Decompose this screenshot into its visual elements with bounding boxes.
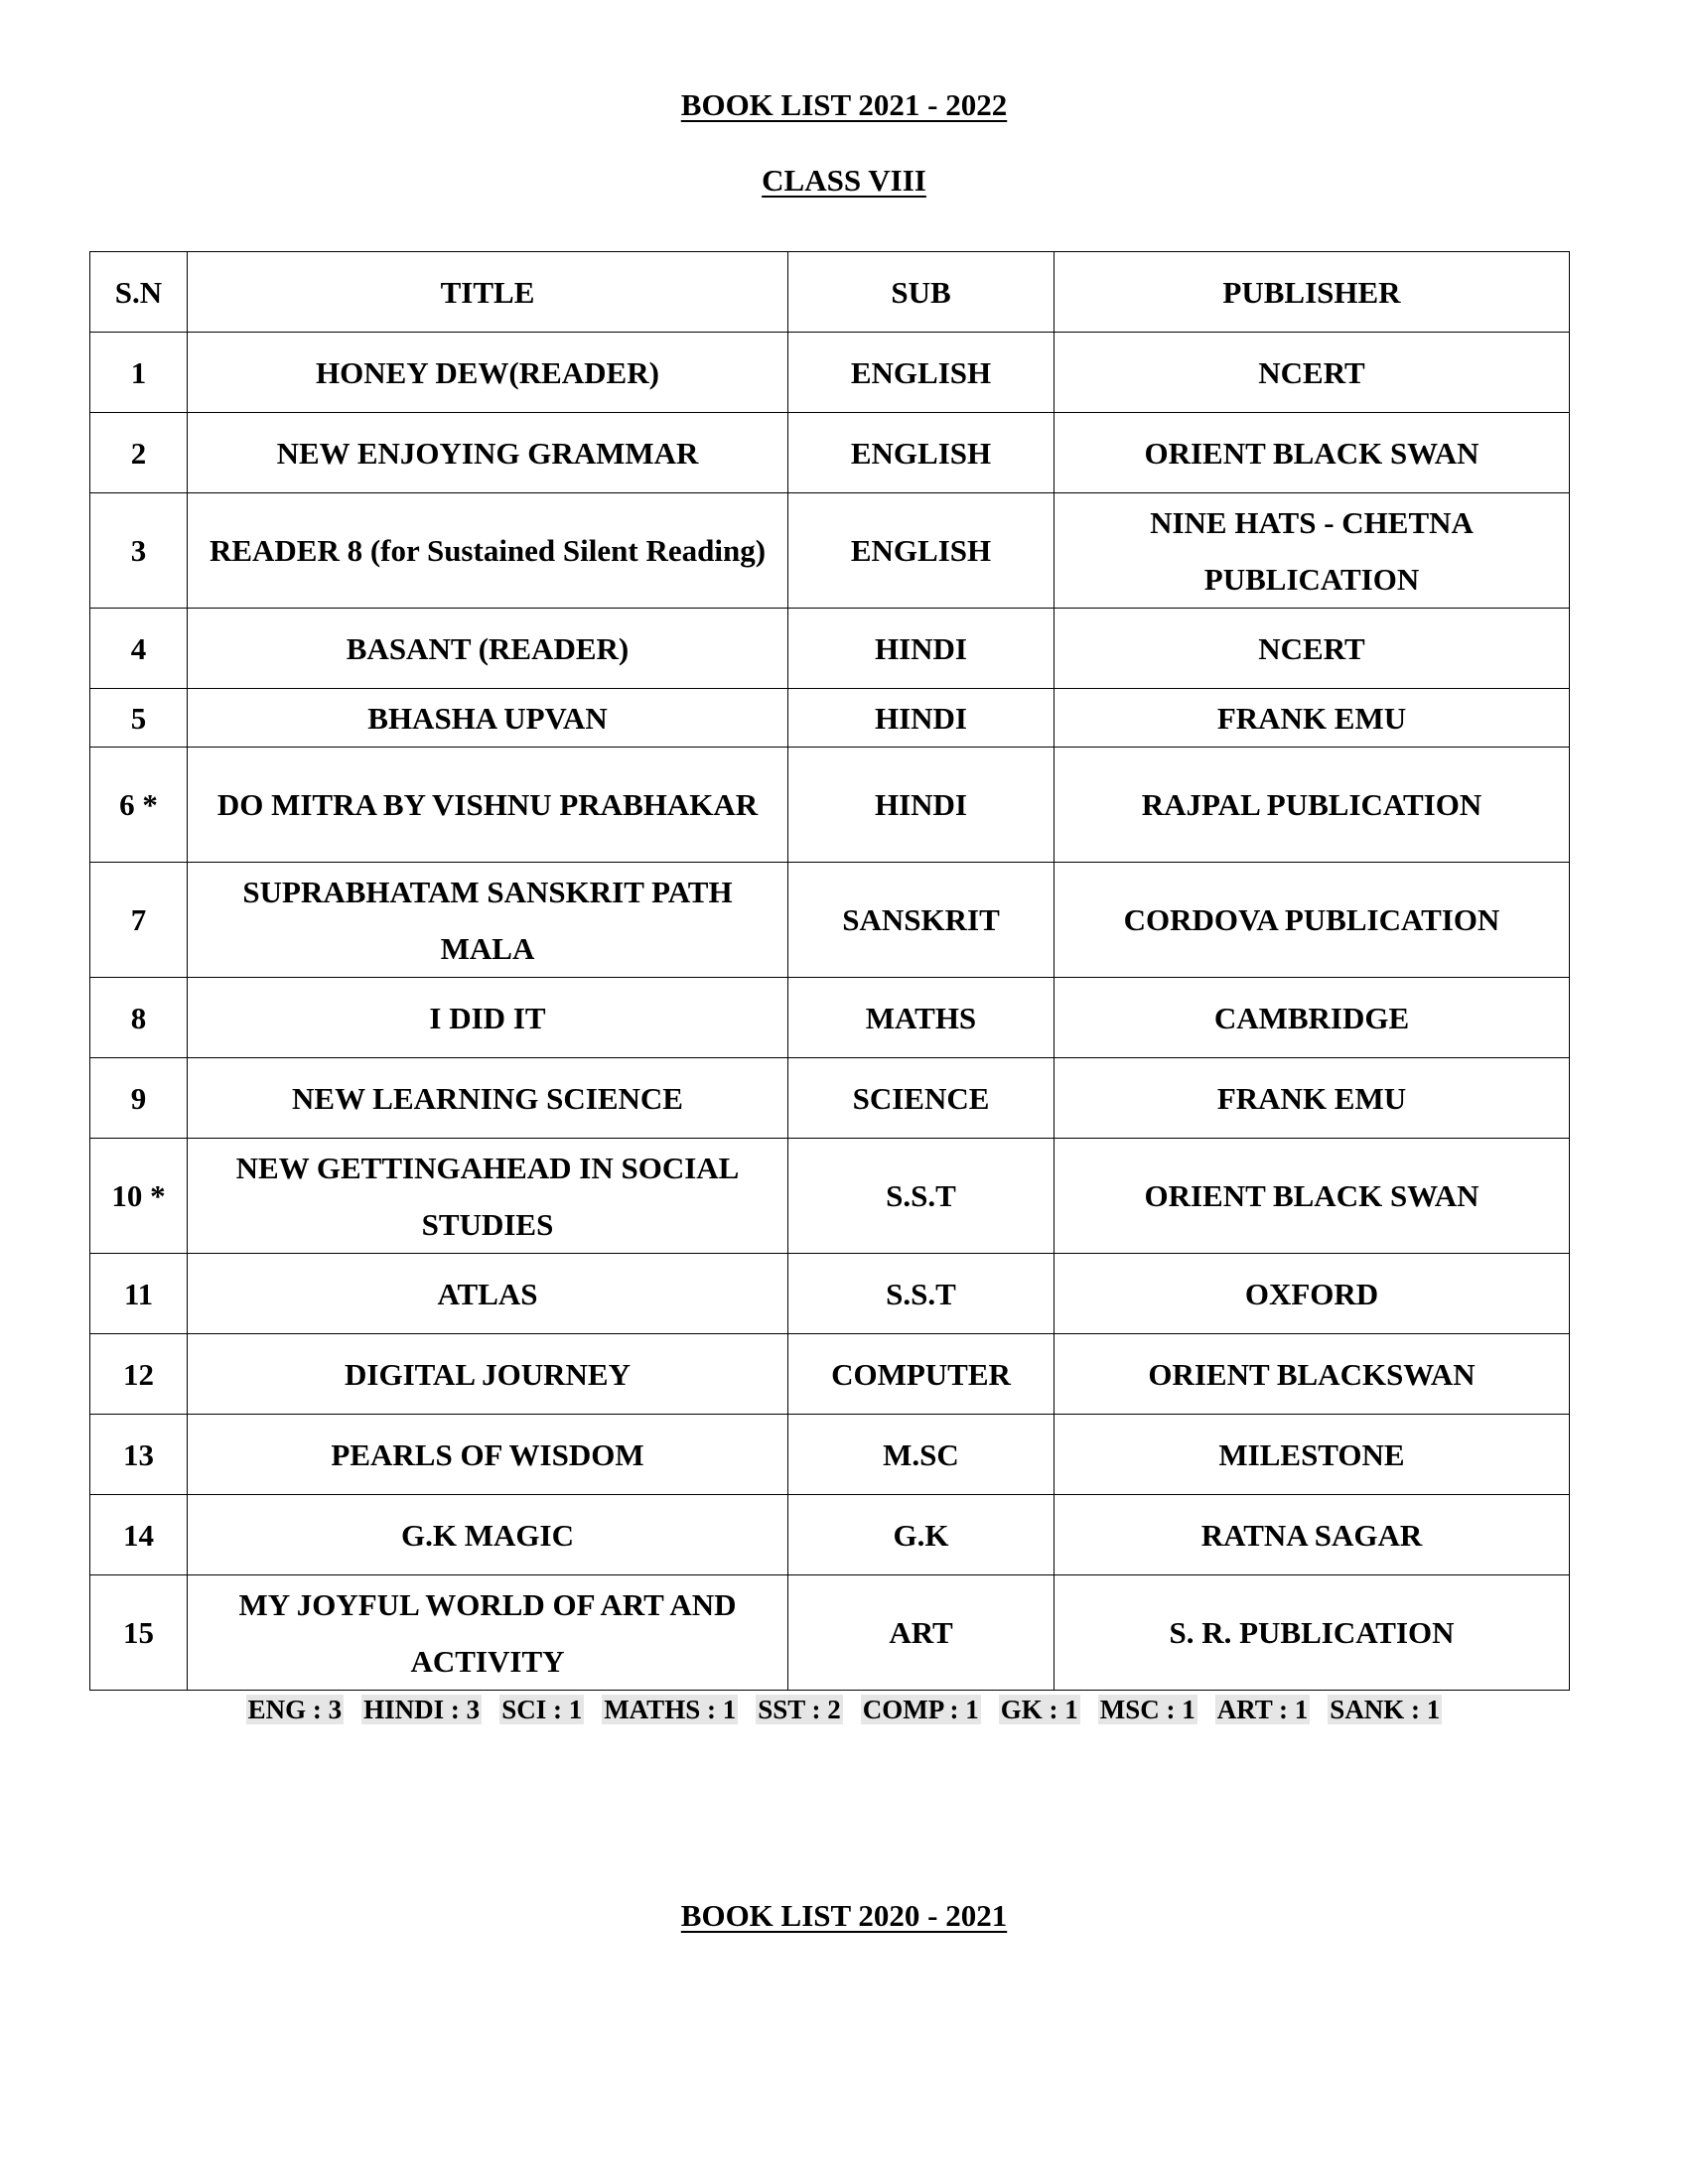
- subject-count-item: SANK : 1: [1330, 1695, 1441, 1724]
- cell-subject: ART: [788, 1575, 1055, 1691]
- cell-title: PEARLS OF WISDOM: [188, 1415, 788, 1495]
- cell-publisher: ORIENT BLACK SWAN: [1055, 1139, 1570, 1254]
- cell-publisher: ORIENT BLACK SWAN: [1055, 413, 1570, 493]
- cell-subject: M.SC: [788, 1415, 1055, 1495]
- cell-title: DO MITRA BY VISHNU PRABHAKAR: [188, 748, 788, 863]
- cell-publisher: NCERT: [1055, 609, 1570, 689]
- cell-subject: HINDI: [788, 689, 1055, 748]
- header-publisher: PUBLISHER: [1055, 252, 1570, 333]
- cell-subject: SANSKRIT: [788, 863, 1055, 978]
- cell-subject: HINDI: [788, 609, 1055, 689]
- header-sn: S.N: [90, 252, 188, 333]
- cell-sn: 12: [90, 1334, 188, 1415]
- second-list-title: BOOK LIST 2020 - 2021: [680, 1898, 1008, 1933]
- cell-title: BASANT (READER): [188, 609, 788, 689]
- cell-sn: 15: [90, 1575, 188, 1691]
- subject-count-item: ENG : 3: [247, 1695, 343, 1724]
- cell-publisher: RAJPAL PUBLICATION: [1055, 748, 1570, 863]
- subject-count-item: MSC : 1: [1099, 1695, 1196, 1724]
- table-row: [90, 1575, 1570, 1691]
- cell-title: HONEY DEW(READER): [188, 333, 788, 413]
- table-header-row: [90, 252, 1570, 333]
- table-row: [90, 333, 1570, 413]
- cell-title: READER 8 (for Sustained Silent Reading): [188, 493, 788, 609]
- cell-title: MY JOYFUL WORLD OF ART AND ACTIVITY: [188, 1575, 788, 1691]
- cell-title: I DID IT: [188, 978, 788, 1058]
- cell-title: NEW GETTINGAHEAD IN SOCIAL STUDIES: [188, 1139, 788, 1254]
- cell-subject: COMPUTER: [788, 1334, 1055, 1415]
- subject-count-item: HINDI : 3: [363, 1695, 481, 1724]
- cell-sn: 14: [90, 1495, 188, 1575]
- cell-subject: HINDI: [788, 748, 1055, 863]
- table-row: [90, 1334, 1570, 1415]
- cell-subject: G.K: [788, 1495, 1055, 1575]
- cell-sn: 4: [90, 609, 188, 689]
- subject-count-item: SCI : 1: [501, 1695, 583, 1724]
- cell-title: SUPRABHATAM SANSKRIT PATH MALA: [188, 863, 788, 978]
- cell-subject: SCIENCE: [788, 1058, 1055, 1139]
- cell-subject: MATHS: [788, 978, 1055, 1058]
- table-row: [90, 863, 1570, 978]
- cell-sn: 13: [90, 1415, 188, 1495]
- cell-subject: S.S.T: [788, 1254, 1055, 1334]
- cell-sn: 2: [90, 413, 188, 493]
- table-row: [90, 493, 1570, 609]
- cell-title: BHASHA UPVAN: [188, 689, 788, 748]
- table-row: [90, 1139, 1570, 1254]
- header-title: TITLE: [188, 252, 788, 333]
- cell-publisher: OXFORD: [1055, 1254, 1570, 1334]
- cell-sn: 6 *: [90, 748, 188, 863]
- table-row: [90, 689, 1570, 748]
- cell-publisher: ORIENT BLACKSWAN: [1055, 1334, 1570, 1415]
- cell-title: DIGITAL JOURNEY: [188, 1334, 788, 1415]
- cell-subject: ENGLISH: [788, 333, 1055, 413]
- table-row: [90, 1058, 1570, 1139]
- subject-count-item: MATHS : 1: [604, 1695, 737, 1724]
- cell-publisher: CAMBRIDGE: [1055, 978, 1570, 1058]
- cell-subject: ENGLISH: [788, 413, 1055, 493]
- cell-sn: 5: [90, 689, 188, 748]
- cell-title: G.K MAGIC: [188, 1495, 788, 1575]
- cell-subject: S.S.T: [788, 1139, 1055, 1254]
- class-subtitle: CLASS VIII: [762, 163, 926, 198]
- subject-count-summary: [0, 1695, 1688, 1725]
- page-title: BOOK LIST 2021 - 2022: [680, 87, 1008, 122]
- table-row: [90, 1254, 1570, 1334]
- cell-publisher: MILESTONE: [1055, 1415, 1570, 1495]
- cell-title: NEW ENJOYING GRAMMAR: [188, 413, 788, 493]
- cell-title: ATLAS: [188, 1254, 788, 1334]
- subject-count-item: GK : 1: [1000, 1695, 1078, 1724]
- table-row: [90, 748, 1570, 863]
- cell-publisher: FRANK EMU: [1055, 689, 1570, 748]
- cell-sn: 1: [90, 333, 188, 413]
- cell-publisher: NINE HATS - CHETNA PUBLICATION: [1055, 493, 1570, 609]
- table-row: [90, 413, 1570, 493]
- cell-publisher: FRANK EMU: [1055, 1058, 1570, 1139]
- cell-sn: 3: [90, 493, 188, 609]
- cell-sn: 7: [90, 863, 188, 978]
- cell-subject: ENGLISH: [788, 493, 1055, 609]
- cell-sn: 9: [90, 1058, 188, 1139]
- cell-publisher: CORDOVA PUBLICATION: [1055, 863, 1570, 978]
- cell-publisher: S. R. PUBLICATION: [1055, 1575, 1570, 1691]
- subject-count-item: ART : 1: [1216, 1695, 1309, 1724]
- cell-title: NEW LEARNING SCIENCE: [188, 1058, 788, 1139]
- table-row: [90, 978, 1570, 1058]
- table-row: [90, 1495, 1570, 1575]
- table-row: [90, 1415, 1570, 1495]
- cell-sn: 10 *: [90, 1139, 188, 1254]
- book-list-table: [89, 251, 1570, 1691]
- subject-count-item: COMP : 1: [862, 1695, 979, 1724]
- cell-publisher: RATNA SAGAR: [1055, 1495, 1570, 1575]
- cell-sn: 11: [90, 1254, 188, 1334]
- subject-count-item: SST : 2: [758, 1695, 841, 1724]
- header-sub: SUB: [788, 252, 1055, 333]
- cell-sn: 8: [90, 978, 188, 1058]
- table-row: [90, 609, 1570, 689]
- cell-publisher: NCERT: [1055, 333, 1570, 413]
